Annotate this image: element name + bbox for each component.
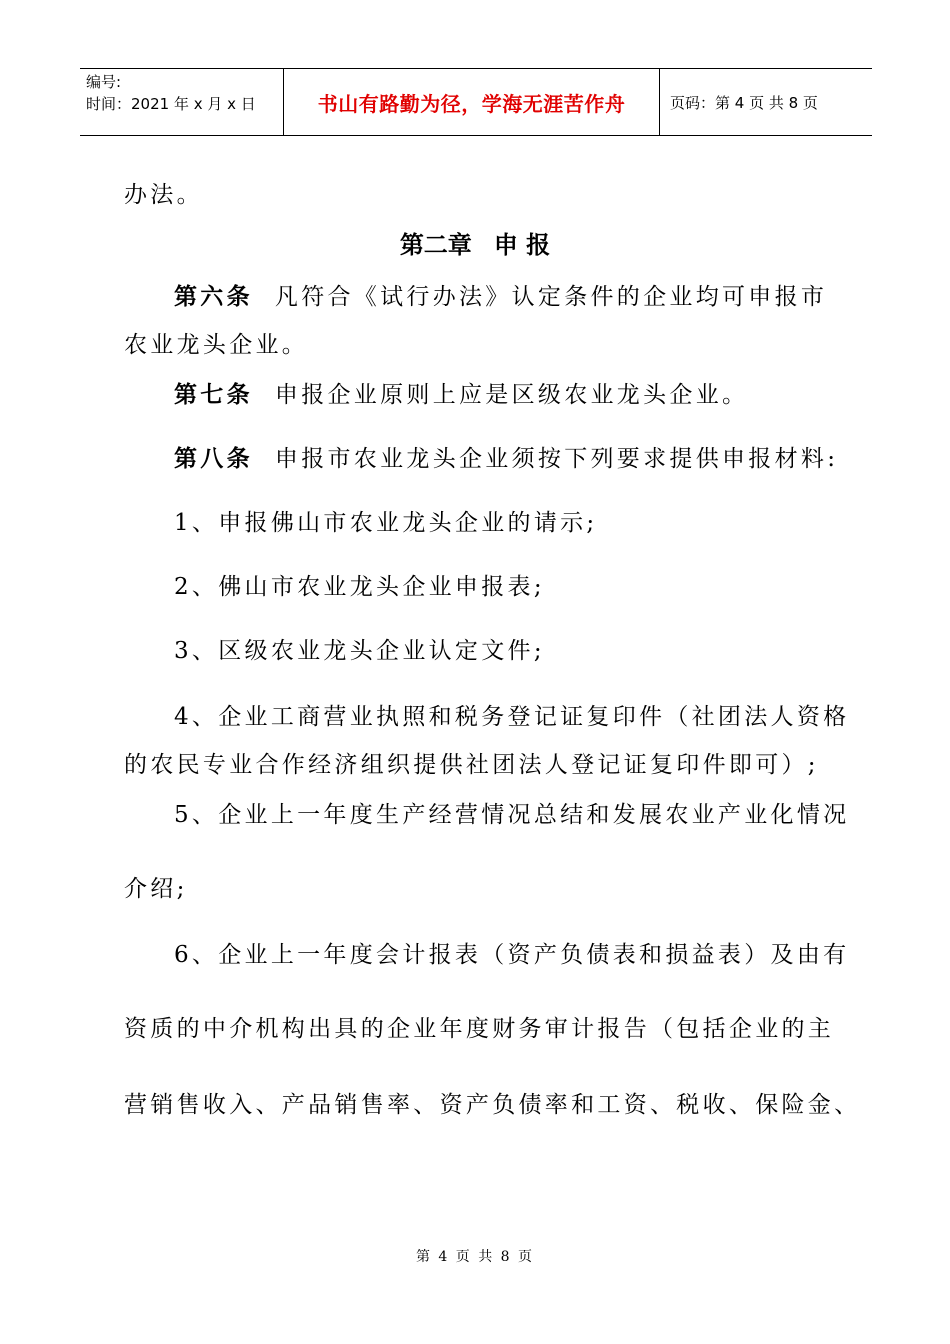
list-item-continued: 的农民专业合作经济组织提供社团法人登记证复印件即可）;	[124, 752, 819, 778]
article-text: 凡符合《试行办法》认定条件的企业均可申报市	[274, 284, 828, 310]
list-item: 1、申报佛山市农业龙头企业的请示;	[174, 510, 598, 536]
article-6-continued: 农业龙头企业。	[124, 332, 309, 358]
header-page-code: 页码：第 4 页 共 8 页	[670, 93, 818, 112]
header-meta	[80, 69, 284, 135]
list-item-continued: 营销售收入、产品销售率、资产负债率和工资、税收、保险金、	[124, 1092, 861, 1118]
article-text: 申报企业原则上应是区级农业龙头企业。	[274, 382, 749, 408]
article-text: 申报市农业龙头企业须按下列要求提供申报材料:	[274, 446, 839, 472]
chapter-number: 第二章	[399, 231, 472, 259]
page-header	[80, 68, 872, 136]
list-item: 2、佛山市农业龙头企业申报表;	[174, 574, 545, 600]
list-item-continued: 介绍;	[124, 876, 188, 902]
list-item: 3、区级农业龙头企业认定文件;	[174, 638, 545, 664]
chapter-heading	[0, 230, 950, 260]
header-motto: 书山有路勤为径，学海无涯苦作舟	[284, 69, 660, 135]
list-item: 4、企业工商营业执照和税务登记证复印件（社团法人资格	[174, 704, 850, 730]
page-footer: 第 4 页 共 8 页	[415, 1249, 535, 1265]
article-8	[174, 444, 838, 474]
paragraph-line: 办法。	[124, 182, 203, 208]
article-label: 第八条	[174, 446, 253, 472]
article-label: 第七条	[174, 382, 253, 408]
list-item: 6、企业上一年度会计报表（资产负债表和损益表）及由有	[174, 942, 850, 968]
article-label: 第六条	[174, 284, 253, 310]
article-7	[174, 380, 748, 410]
list-item-continued: 资质的中介机构出具的企业年度财务审计报告（包括企业的主	[124, 1016, 835, 1042]
document-time-label: 时间：2021 年 x 月 x 日	[86, 95, 256, 113]
chapter-title: 申 报	[493, 231, 551, 259]
document-number-label: 编号:	[86, 73, 122, 91]
list-item: 5、企业上一年度生产经营情况总结和发展农业产业化情况	[174, 802, 850, 828]
article-6	[174, 282, 827, 312]
